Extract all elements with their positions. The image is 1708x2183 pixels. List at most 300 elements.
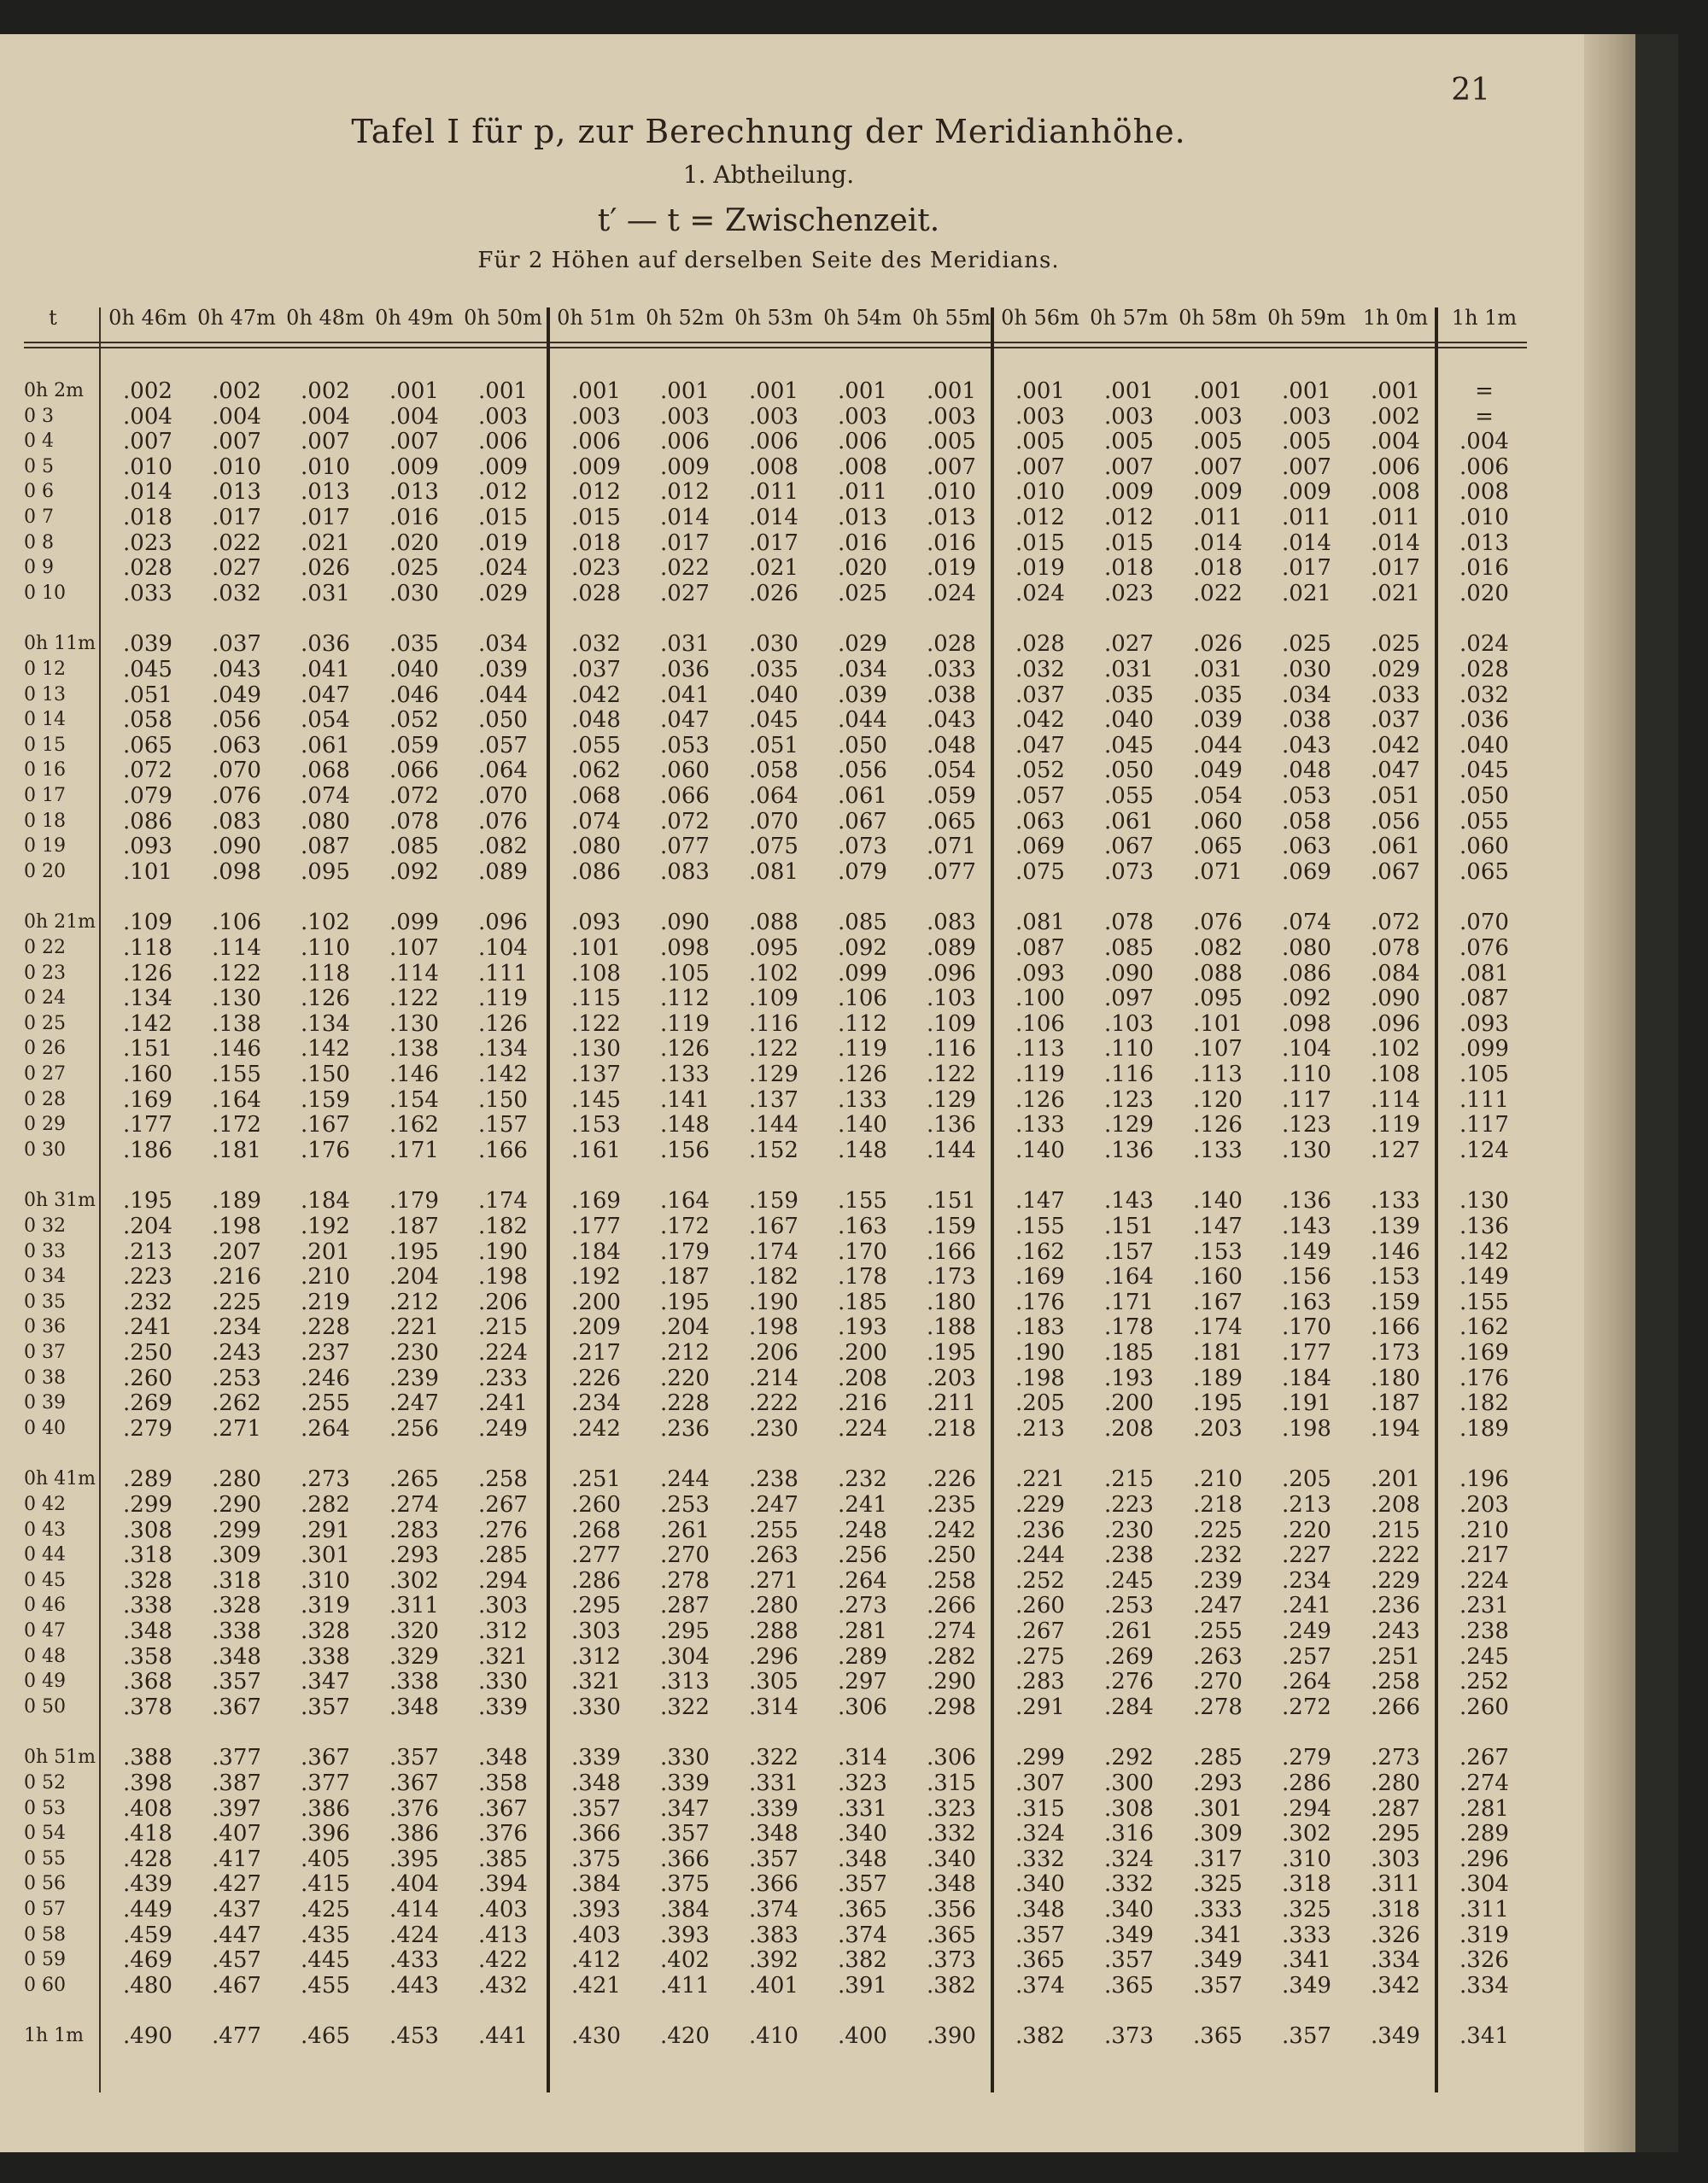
table-cell: .386 — [301, 1795, 350, 1822]
table-cell: .249 — [1282, 1618, 1331, 1644]
table-cell: .092 — [1282, 986, 1331, 1012]
table-cell: .133 — [838, 1086, 887, 1113]
table-cell: .276 — [478, 1517, 528, 1543]
table-cell: .309 — [212, 1542, 261, 1569]
table-cell: .178 — [1104, 1314, 1154, 1341]
table-cell: .190 — [749, 1289, 798, 1315]
table-cell: .299 — [212, 1517, 261, 1543]
table-cell: .114 — [212, 935, 261, 961]
row-label: 0 9 — [24, 557, 54, 579]
table-cell: .160 — [1193, 1264, 1243, 1290]
table-cell: .303 — [478, 1593, 528, 1619]
table-cell: .241 — [478, 1390, 528, 1417]
table-cell: .049 — [1193, 758, 1243, 784]
table-cell: .069 — [1015, 834, 1065, 860]
table-cell: .190 — [1015, 1340, 1065, 1366]
table-cell: .028 — [1015, 631, 1065, 658]
table-cell: .007 — [212, 429, 261, 455]
table-cell: .002 — [212, 378, 261, 404]
table-cell: .293 — [389, 1542, 439, 1569]
table-cell: .056 — [212, 707, 261, 734]
table-cell: .004 — [123, 403, 173, 430]
table-cell: = — [1475, 403, 1494, 430]
table-cell: .030 — [749, 631, 798, 658]
table-cell: .147 — [1193, 1214, 1243, 1239]
table-cell: .390 — [927, 2023, 976, 2050]
table-cell: .257 — [1282, 1643, 1331, 1670]
table-cell: .053 — [660, 732, 710, 758]
table-cell: .290 — [927, 1669, 976, 1695]
table-cell: .195 — [927, 1340, 976, 1366]
table-cell: .393 — [571, 1897, 621, 1923]
table-cell: .150 — [478, 1086, 528, 1113]
table-cell: .208 — [838, 1365, 887, 1391]
table-cell: .323 — [838, 1770, 887, 1796]
table-cell: .279 — [1282, 1745, 1331, 1771]
table-cell: .007 — [1104, 454, 1154, 480]
table-cell: .106 — [838, 986, 887, 1012]
table-cell: .096 — [1371, 1010, 1420, 1037]
table-cell: .153 — [1371, 1264, 1420, 1290]
table-cell: .002 — [301, 378, 350, 404]
table-cell: .247 — [1193, 1593, 1243, 1619]
table-cell: .051 — [1371, 783, 1420, 809]
table-cell: .226 — [927, 1466, 976, 1493]
table-cell: .026 — [749, 580, 798, 606]
table-cell: .010 — [927, 479, 976, 506]
table-cell: .348 — [389, 1694, 439, 1720]
table-cell: .021 — [301, 530, 350, 556]
table-cell: .025 — [389, 555, 439, 582]
table-cell: .340 — [1104, 1897, 1154, 1923]
table-cell: .109 — [123, 910, 173, 936]
row-label: 0 39 — [24, 1392, 66, 1414]
row-label: 0 3 — [24, 405, 54, 427]
table-cell: .214 — [749, 1365, 798, 1391]
table-cell: .287 — [660, 1593, 710, 1619]
table-cell: .005 — [927, 429, 976, 455]
table-cell: .267 — [478, 1492, 528, 1518]
table-cell: .065 — [1459, 858, 1509, 885]
table-cell: .064 — [749, 783, 798, 809]
table-cell: .185 — [1104, 1340, 1154, 1366]
table-cell: .374 — [749, 1897, 798, 1923]
table-cell: .166 — [478, 1137, 528, 1163]
table-cell: .039 — [838, 682, 887, 708]
table-cell: .234 — [1282, 1567, 1331, 1594]
table-cell: .396 — [301, 1821, 350, 1847]
table-cell: .035 — [389, 631, 439, 658]
table-cell: .435 — [301, 1922, 350, 1948]
table-cell: .119 — [838, 1036, 887, 1062]
table-cell: .193 — [1104, 1365, 1154, 1391]
table-cell: .117 — [1282, 1086, 1331, 1113]
table-cell: .250 — [927, 1542, 976, 1569]
table-cell: .302 — [389, 1567, 439, 1594]
table-cell: .097 — [1104, 986, 1154, 1012]
table-cell: .367 — [389, 1770, 439, 1796]
table-cell: .065 — [1193, 834, 1243, 860]
table-cell: .300 — [1104, 1770, 1154, 1796]
table-cell: .310 — [301, 1567, 350, 1594]
table-cell: .134 — [301, 1010, 350, 1037]
table-cell: .050 — [478, 707, 528, 734]
table-cell: .306 — [838, 1694, 887, 1720]
table-cell: .480 — [123, 1972, 173, 1999]
table-cell: .277 — [571, 1542, 621, 1569]
table-cell: .112 — [660, 986, 710, 1012]
table-cell: .070 — [1459, 910, 1509, 936]
table-cell: .289 — [838, 1643, 887, 1670]
table-cell: .039 — [1193, 707, 1243, 734]
table-cell: .339 — [478, 1694, 528, 1720]
row-label: 0 12 — [24, 658, 66, 680]
table-cell: .005 — [1104, 429, 1154, 455]
table-cell: .012 — [1104, 505, 1154, 530]
table-cell: .058 — [123, 707, 173, 734]
table-cell: .159 — [749, 1188, 798, 1214]
table-cell: .051 — [749, 732, 798, 758]
table-cell: .003 — [571, 403, 621, 430]
table-cell: .083 — [927, 910, 976, 936]
row-label: 0 22 — [24, 937, 66, 958]
table-cell: .376 — [389, 1795, 439, 1822]
row-label: 0 49 — [24, 1671, 66, 1693]
table-cell: .326 — [1459, 1947, 1509, 1974]
table-cell: .070 — [478, 783, 528, 809]
table-cell: .008 — [838, 454, 887, 480]
row-label: 0 19 — [24, 835, 66, 857]
table-cell: .421 — [571, 1972, 621, 1999]
table-formula: t′ — t = Zwischenzeit. — [597, 203, 940, 238]
table-cell: .129 — [1104, 1112, 1154, 1138]
table-title: Tafel I für p, zur Berechnung der Meridianhöhe. — [351, 113, 1186, 150]
table-cell: .040 — [1104, 707, 1154, 734]
table-cell: .252 — [1015, 1567, 1065, 1594]
table-cell: .413 — [478, 1922, 528, 1948]
table-cell: .195 — [123, 1188, 173, 1214]
table-cell: .153 — [571, 1112, 621, 1138]
table-cell: .298 — [927, 1694, 976, 1720]
table-cell: .141 — [660, 1086, 710, 1113]
table-cell: .161 — [571, 1137, 621, 1163]
table-cell: .357 — [1104, 1947, 1154, 1974]
table-cell: .023 — [1104, 580, 1154, 606]
table-cell: .127 — [1371, 1137, 1420, 1163]
table-cell: .244 — [1015, 1542, 1065, 1569]
row-label: 0h 41m — [24, 1468, 97, 1490]
table-cell: .150 — [301, 1062, 350, 1087]
table-cell: .043 — [212, 657, 261, 682]
table-cell: .003 — [660, 403, 710, 430]
table-cell: .215 — [478, 1314, 528, 1341]
table-cell: .266 — [927, 1593, 976, 1619]
table-cell: .384 — [660, 1897, 710, 1923]
table-cell: .092 — [389, 858, 439, 885]
table-cell: .232 — [838, 1466, 887, 1493]
table-cell: .034 — [478, 631, 528, 658]
table-cell: .119 — [660, 1010, 710, 1037]
table-cell: .025 — [1371, 631, 1420, 658]
row-label: 0h 11m — [24, 633, 97, 655]
table-cell: .385 — [478, 1846, 528, 1872]
table-cell: .020 — [389, 530, 439, 556]
table-cell: .038 — [1282, 707, 1331, 734]
table-cell: .050 — [1459, 783, 1509, 809]
table-cell: .018 — [123, 505, 173, 530]
table-cell: .218 — [1193, 1492, 1243, 1518]
table-cell: .206 — [749, 1340, 798, 1366]
table-cell: .213 — [1282, 1492, 1331, 1518]
table-cell: .035 — [749, 657, 798, 682]
table-cell: .338 — [301, 1643, 350, 1670]
table-cell: .449 — [123, 1897, 173, 1923]
table-cell: .001 — [571, 378, 621, 404]
table-cell: .089 — [478, 858, 528, 885]
table-cell: .332 — [1104, 1871, 1154, 1898]
column-header: 0h 49m — [375, 306, 453, 330]
table-cell: .201 — [301, 1238, 350, 1265]
table-cell: .401 — [749, 1972, 798, 1999]
table-cell: .042 — [1371, 732, 1420, 758]
table-cell: .035 — [1193, 682, 1243, 708]
table-cell: .265 — [389, 1466, 439, 1493]
table-cell: .339 — [660, 1770, 710, 1796]
table-cell: .016 — [838, 530, 887, 556]
table-cell: .019 — [478, 530, 528, 556]
table-cell: .086 — [123, 808, 173, 834]
table-cell: .059 — [927, 783, 976, 809]
table-cell: .198 — [478, 1264, 528, 1290]
table-cell: .044 — [838, 707, 887, 734]
table-cell: .414 — [389, 1897, 439, 1923]
table-cell: .136 — [1459, 1214, 1509, 1239]
table-cell: .004 — [212, 403, 261, 430]
column-header: 0h 57m — [1090, 306, 1168, 330]
table-cell: .215 — [1371, 1517, 1420, 1543]
table-cell: .061 — [1371, 834, 1420, 860]
table-cell: .070 — [212, 758, 261, 784]
row-label: 0 30 — [24, 1138, 66, 1161]
table-cell: .260 — [1459, 1694, 1509, 1720]
table-cell: .241 — [1282, 1593, 1331, 1619]
table-cell: .009 — [571, 454, 621, 480]
table-cell: .025 — [1282, 631, 1331, 658]
table-cell: .314 — [749, 1694, 798, 1720]
table-cell: .001 — [838, 378, 887, 404]
table-cell: .312 — [571, 1643, 621, 1670]
table-cell: .348 — [927, 1871, 976, 1898]
table-cell: .212 — [389, 1289, 439, 1315]
table-cell: .095 — [301, 858, 350, 885]
table-cell: .176 — [301, 1137, 350, 1163]
table-cell: .271 — [212, 1415, 261, 1442]
table-cell: .096 — [478, 910, 528, 936]
table-cell: .116 — [1104, 1062, 1154, 1087]
table-cell: .102 — [749, 960, 798, 986]
table-cell: .058 — [749, 758, 798, 784]
table-cell: .407 — [212, 1821, 261, 1847]
table-cell: .142 — [1459, 1238, 1509, 1265]
table-cell: .308 — [123, 1517, 173, 1543]
table-cell: .341 — [1459, 2023, 1509, 2050]
table-cell: .130 — [1282, 1137, 1331, 1163]
table-cell: .180 — [927, 1289, 976, 1315]
table-cell: .018 — [571, 530, 621, 556]
table-cell: .176 — [1459, 1365, 1509, 1391]
table-cell: .116 — [927, 1036, 976, 1062]
table-cell: .319 — [1459, 1922, 1509, 1948]
table-cell: .122 — [749, 1036, 798, 1062]
table-cell: .310 — [1282, 1846, 1331, 1872]
table-cell: .260 — [123, 1365, 173, 1391]
table-cell: .043 — [927, 707, 976, 734]
table-cell: .187 — [660, 1264, 710, 1290]
table-cell: .059 — [389, 732, 439, 758]
table-cell: .339 — [749, 1795, 798, 1822]
table-cell: .239 — [1193, 1567, 1243, 1594]
table-cell: .142 — [123, 1010, 173, 1037]
table-cell: .428 — [123, 1846, 173, 1872]
table-cell: .063 — [1015, 808, 1065, 834]
table-cell: .397 — [212, 1795, 261, 1822]
table-cell: .037 — [1371, 707, 1420, 734]
table-cell: .349 — [1104, 1922, 1154, 1948]
table-cell: .042 — [1015, 707, 1065, 734]
table-cell: .118 — [301, 960, 350, 986]
table-cell: .398 — [123, 1770, 173, 1796]
table-cell: .281 — [1459, 1795, 1509, 1822]
table-cell: .222 — [1371, 1542, 1420, 1569]
table-cell: .142 — [301, 1036, 350, 1062]
table-cell: .291 — [1015, 1694, 1065, 1720]
row-label: 0 32 — [24, 1215, 66, 1237]
table-cell: .109 — [927, 1010, 976, 1037]
table-cell: .010 — [1459, 505, 1509, 530]
table-cell: .282 — [301, 1492, 350, 1518]
table-cell: .358 — [123, 1643, 173, 1670]
table-cell: .144 — [927, 1137, 976, 1163]
table-cell: .201 — [1371, 1466, 1420, 1493]
table-cell: .357 — [1282, 2023, 1331, 2050]
table-cell: .272 — [1282, 1694, 1331, 1720]
table-cell: .060 — [1193, 808, 1243, 834]
table-cell: .032 — [571, 631, 621, 658]
table-cell: .219 — [301, 1289, 350, 1315]
table-cell: .145 — [571, 1086, 621, 1113]
table-cell: .114 — [1371, 1086, 1420, 1113]
table-cell: .052 — [389, 707, 439, 734]
table-cell: .120 — [1193, 1086, 1243, 1113]
table-cell: .205 — [1015, 1390, 1065, 1417]
row-label: 0 50 — [24, 1695, 66, 1718]
table-cell: .286 — [571, 1567, 621, 1594]
table-cell: .296 — [749, 1643, 798, 1670]
table-cell: .011 — [838, 479, 887, 506]
table-cell: .076 — [1193, 910, 1243, 936]
table-cell: .159 — [301, 1086, 350, 1113]
table-cell: .082 — [1193, 935, 1243, 961]
table-cell: .427 — [212, 1871, 261, 1898]
table-cell: .129 — [927, 1086, 976, 1113]
table-cell: .347 — [660, 1795, 710, 1822]
table-cell: .192 — [571, 1264, 621, 1290]
table-cell: .334 — [1459, 1972, 1509, 1999]
table-cell: .011 — [1371, 505, 1420, 530]
table-cell: .367 — [212, 1694, 261, 1720]
row-label: 0h 51m — [24, 1747, 97, 1769]
table-cell: .365 — [1193, 2023, 1243, 2050]
table-cell: .187 — [1371, 1390, 1420, 1417]
row-label: 0 38 — [24, 1367, 66, 1389]
table-cell: .122 — [571, 1010, 621, 1037]
table-cell: .258 — [927, 1567, 976, 1594]
table-cell: .253 — [660, 1492, 710, 1518]
table-cell: .270 — [1193, 1669, 1243, 1695]
table-cell: .133 — [1193, 1137, 1243, 1163]
table-cell: .071 — [927, 834, 976, 860]
table-cell: .164 — [660, 1188, 710, 1214]
table-cell: .154 — [389, 1086, 439, 1113]
table-cell: .146 — [1371, 1238, 1420, 1265]
table-cell: .255 — [301, 1390, 350, 1417]
table-cell: .054 — [1193, 783, 1243, 809]
table-cell: .087 — [1459, 986, 1509, 1012]
table-cell: .024 — [1015, 580, 1065, 606]
table-cell: .186 — [123, 1137, 173, 1163]
table-cell: .045 — [1459, 758, 1509, 784]
table-cell: .043 — [1282, 732, 1331, 758]
table-cell: .164 — [212, 1086, 261, 1113]
table-cell: .040 — [749, 682, 798, 708]
table-cell: .323 — [927, 1795, 976, 1822]
table-cell: .198 — [212, 1214, 261, 1239]
table-cell: .274 — [389, 1492, 439, 1518]
table-cell: .374 — [1015, 1972, 1065, 1999]
table-cell: .455 — [301, 1972, 350, 1999]
table-cell: .085 — [838, 910, 887, 936]
table-cell: .171 — [389, 1137, 439, 1163]
table-cell: .373 — [1104, 2023, 1154, 2050]
table-cell: .016 — [927, 530, 976, 556]
table-cell: .218 — [927, 1415, 976, 1442]
table-cell: .290 — [212, 1492, 261, 1518]
table-cell: .171 — [1104, 1289, 1154, 1315]
table-cell: .124 — [1459, 1137, 1509, 1163]
table-cell: .086 — [1282, 960, 1331, 986]
table-cell: .256 — [389, 1415, 439, 1442]
table-cell: .403 — [478, 1897, 528, 1923]
table-cell: .328 — [123, 1567, 173, 1594]
table-cell: .189 — [1459, 1415, 1509, 1442]
table-cell: .184 — [301, 1188, 350, 1214]
table-cell: .055 — [1459, 808, 1509, 834]
table-cell: .093 — [1459, 1010, 1509, 1037]
table-cell: .012 — [571, 479, 621, 506]
column-header: 0h 56m — [1001, 306, 1079, 330]
table-cell: .076 — [478, 808, 528, 834]
row-label: 1h 1m — [24, 2025, 85, 2047]
table-cell: .090 — [660, 910, 710, 936]
table-cell: .023 — [123, 530, 173, 556]
table-cell: .048 — [927, 732, 976, 758]
table-cell: .283 — [1015, 1669, 1065, 1695]
table-cell: .090 — [1371, 986, 1420, 1012]
table-cell: .010 — [1015, 479, 1065, 506]
table-cell: .411 — [660, 1972, 710, 1999]
table-cell: .243 — [212, 1340, 261, 1366]
table-cell: .013 — [927, 505, 976, 530]
